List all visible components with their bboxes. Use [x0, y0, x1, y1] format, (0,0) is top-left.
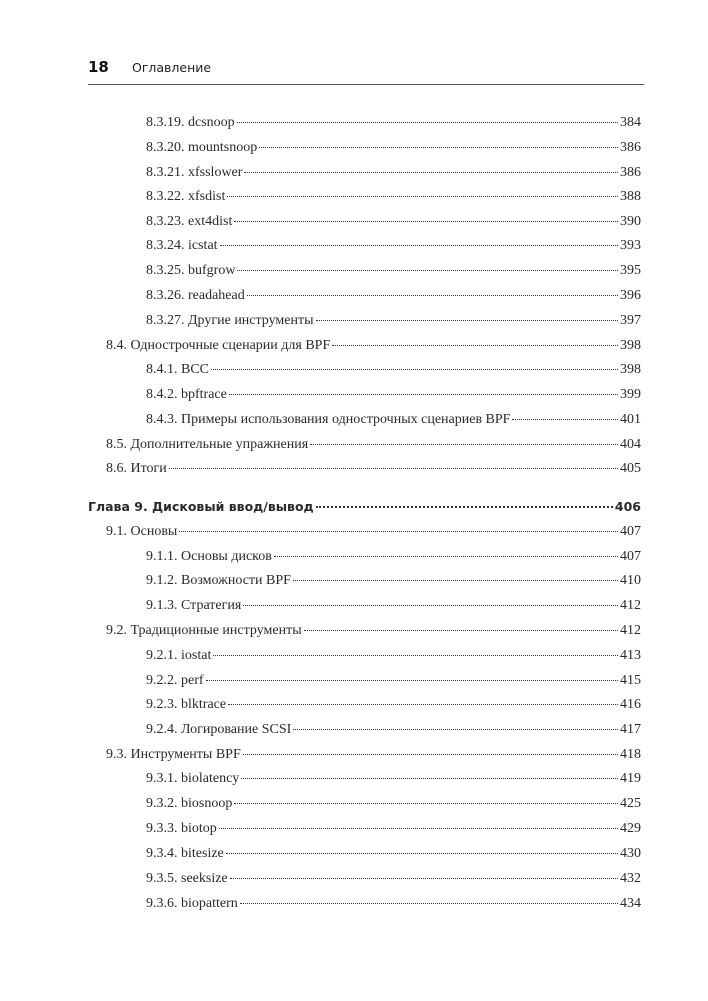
dot-leader — [219, 822, 618, 829]
toc-entry[interactable] — [146, 186, 641, 208]
toc-entry[interactable] — [146, 546, 641, 568]
toc-entry[interactable] — [146, 285, 641, 307]
toc-entry-page: 429 — [620, 821, 641, 836]
dot-leader — [237, 116, 618, 123]
dot-leader — [310, 438, 618, 445]
toc-entry-page: 396 — [620, 288, 641, 303]
toc-entry-page: 407 — [620, 549, 641, 564]
toc-entry-page: 415 — [620, 673, 641, 688]
toc-entry-title: 8.3.20. mountsnoop — [146, 140, 258, 155]
toc-entry-title: 9.2.3. blktrace — [146, 697, 227, 712]
toc-entry-page: 412 — [620, 598, 641, 613]
toc-entry[interactable] — [146, 818, 641, 840]
toc-entry[interactable] — [146, 211, 641, 233]
dot-leader — [244, 166, 618, 173]
toc-entry-title: 8.4. Однострочные сценарии для BPF — [106, 338, 331, 353]
toc-entry[interactable] — [146, 719, 641, 741]
dot-leader — [316, 314, 618, 321]
toc-entry-page: 386 — [620, 140, 641, 155]
toc-entry-page: 432 — [620, 871, 641, 886]
toc-entry-title: 9.1.3. Стратегия — [146, 598, 242, 613]
toc-entry-page: 425 — [620, 796, 641, 811]
toc-entry[interactable] — [146, 310, 641, 332]
toc-entry-page: 412 — [620, 623, 641, 638]
toc-entry-page: 419 — [620, 771, 641, 786]
toc-entry-title: Глава 9. Дисковый ввод/вывод — [88, 499, 314, 514]
toc-entry[interactable] — [146, 162, 641, 184]
dot-leader — [206, 674, 618, 681]
toc-entry-title: 8.4.3. Примеры использования однострочных сценариев BPF — [146, 412, 511, 427]
toc-entry-title: 8.4.1. BCC — [146, 362, 210, 377]
toc-entry-title: 9.1.1. Основы дисков — [146, 549, 272, 564]
toc-entry-page: 395 — [620, 263, 641, 278]
toc-entry-title: 8.3.19. dcsnoop — [146, 115, 235, 130]
toc-entry-title: 9.3.6. biopattern — [146, 896, 238, 911]
toc-entry[interactable] — [106, 620, 641, 642]
toc-entry-page: 390 — [620, 214, 641, 229]
toc-entry[interactable] — [146, 137, 641, 159]
toc-entry-page: 388 — [620, 189, 641, 204]
toc-entry-page: 401 — [620, 412, 641, 427]
toc-entry-title: 9.3.3. biotop — [146, 821, 217, 836]
toc-entry-page: 430 — [620, 846, 641, 861]
dot-leader — [293, 723, 618, 730]
dot-leader — [234, 797, 618, 804]
toc-entry-page: 405 — [620, 461, 641, 476]
toc-entry-page: 434 — [620, 896, 641, 911]
toc-entry-page: 393 — [620, 238, 641, 253]
toc-entry-page: 413 — [620, 648, 641, 663]
dot-leader — [179, 525, 618, 532]
dot-leader — [226, 847, 618, 854]
dot-leader — [243, 748, 618, 755]
toc-entry-title: 8.3.21. xfsslower — [146, 165, 243, 180]
dot-leader — [274, 550, 618, 557]
toc-entry[interactable] — [146, 893, 641, 915]
toc-entry-page: 397 — [620, 313, 641, 328]
dot-leader — [316, 500, 613, 508]
dot-leader — [228, 698, 618, 705]
dot-leader — [243, 599, 618, 606]
toc-entry-title: 8.3.24. icstat — [146, 238, 218, 253]
dot-leader — [237, 264, 618, 271]
toc-entry-page: 416 — [620, 697, 641, 712]
toc-entry-page: 410 — [620, 573, 641, 588]
toc-entry-page: 386 — [620, 165, 641, 180]
toc-entry[interactable] — [146, 384, 641, 406]
toc-entry-page: 384 — [620, 115, 641, 130]
toc-entry[interactable] — [146, 868, 641, 890]
toc-entry-title: 9.1. Основы — [106, 524, 178, 539]
toc-entry-title: 9.2.1. iostat — [146, 648, 212, 663]
toc-entry-page: 407 — [620, 524, 641, 539]
toc-entry-title: 9.2. Традиционные инструменты — [106, 623, 302, 638]
toc-entry-title: 9.1.2. Возможности BPF — [146, 573, 291, 588]
dot-leader — [512, 413, 618, 420]
toc-entry[interactable] — [146, 235, 641, 257]
toc-entry[interactable] — [146, 843, 641, 865]
toc-entry[interactable] — [146, 670, 641, 692]
toc-entry[interactable] — [106, 458, 641, 480]
dot-leader — [213, 649, 618, 656]
dot-leader — [259, 141, 618, 148]
toc-entry-title: 8.4.2. bpftrace — [146, 387, 227, 402]
toc-entry[interactable] — [146, 595, 641, 617]
toc-entry-page: 404 — [620, 437, 641, 452]
toc-entry[interactable] — [106, 521, 641, 543]
toc-entry[interactable] — [146, 793, 641, 815]
toc-entry[interactable] — [146, 570, 641, 592]
dot-leader — [234, 215, 618, 222]
toc-entry[interactable] — [106, 335, 641, 357]
toc-entry-title: 8.6. Итоги — [106, 461, 167, 476]
toc-entry[interactable] — [106, 434, 641, 456]
toc-entry-page: 398 — [620, 338, 641, 353]
dot-leader — [229, 388, 618, 395]
dot-leader — [293, 574, 618, 581]
toc-entry-title: 8.3.22. xfsdist — [146, 189, 226, 204]
dot-leader — [230, 872, 618, 879]
dot-leader — [241, 772, 618, 779]
toc-entry-title: 8.5. Дополнительные упражнения — [106, 437, 309, 452]
toc-entry[interactable] — [146, 359, 641, 381]
toc-entry-title: 8.3.27. Другие инструменты — [146, 313, 314, 328]
header-title: Оглавление — [132, 60, 212, 75]
toc-entry-title: 8.3.23. ext4dist — [146, 214, 233, 229]
toc-entry-title: 9.3.5. seeksize — [146, 871, 228, 886]
toc-entry[interactable] — [146, 694, 641, 716]
toc-entry-title: 8.3.26. readahead — [146, 288, 245, 303]
toc-entry[interactable] — [106, 744, 641, 766]
toc-entry-title: 9.2.4. Логирование SCSI — [146, 722, 292, 737]
toc-entry-title: 9.3. Инструменты BPF — [106, 747, 241, 762]
toc-entry[interactable] — [146, 112, 641, 134]
toc-entry-title: 9.3.4. bitesize — [146, 846, 224, 861]
toc-entry-title: 9.3.1. biolatency — [146, 771, 240, 786]
toc-entry-page: 399 — [620, 387, 641, 402]
toc-entry-page: 417 — [620, 722, 641, 737]
dot-leader — [240, 897, 618, 904]
dot-leader — [211, 363, 618, 370]
toc-entry[interactable] — [146, 768, 641, 790]
toc-entry[interactable] — [146, 260, 641, 282]
toc-entry[interactable] — [146, 645, 641, 667]
toc-chapter-entry[interactable] — [88, 496, 641, 518]
dot-leader — [247, 289, 618, 296]
toc-entry[interactable] — [146, 409, 641, 431]
toc-entry-page: 406 — [614, 499, 641, 514]
dot-leader — [227, 190, 618, 197]
page-number: 18 — [88, 58, 109, 76]
toc-entry-title: 8.3.25. bufgrow — [146, 263, 236, 278]
dot-leader — [332, 339, 618, 346]
toc-entry-title: 9.3.2. biosnoop — [146, 796, 233, 811]
toc-entry-page: 398 — [620, 362, 641, 377]
toc-entry-page: 418 — [620, 747, 641, 762]
dot-leader — [169, 462, 618, 469]
toc-entry-title: 9.2.2. perf — [146, 673, 204, 688]
dot-leader — [304, 624, 618, 631]
dot-leader — [220, 239, 618, 246]
